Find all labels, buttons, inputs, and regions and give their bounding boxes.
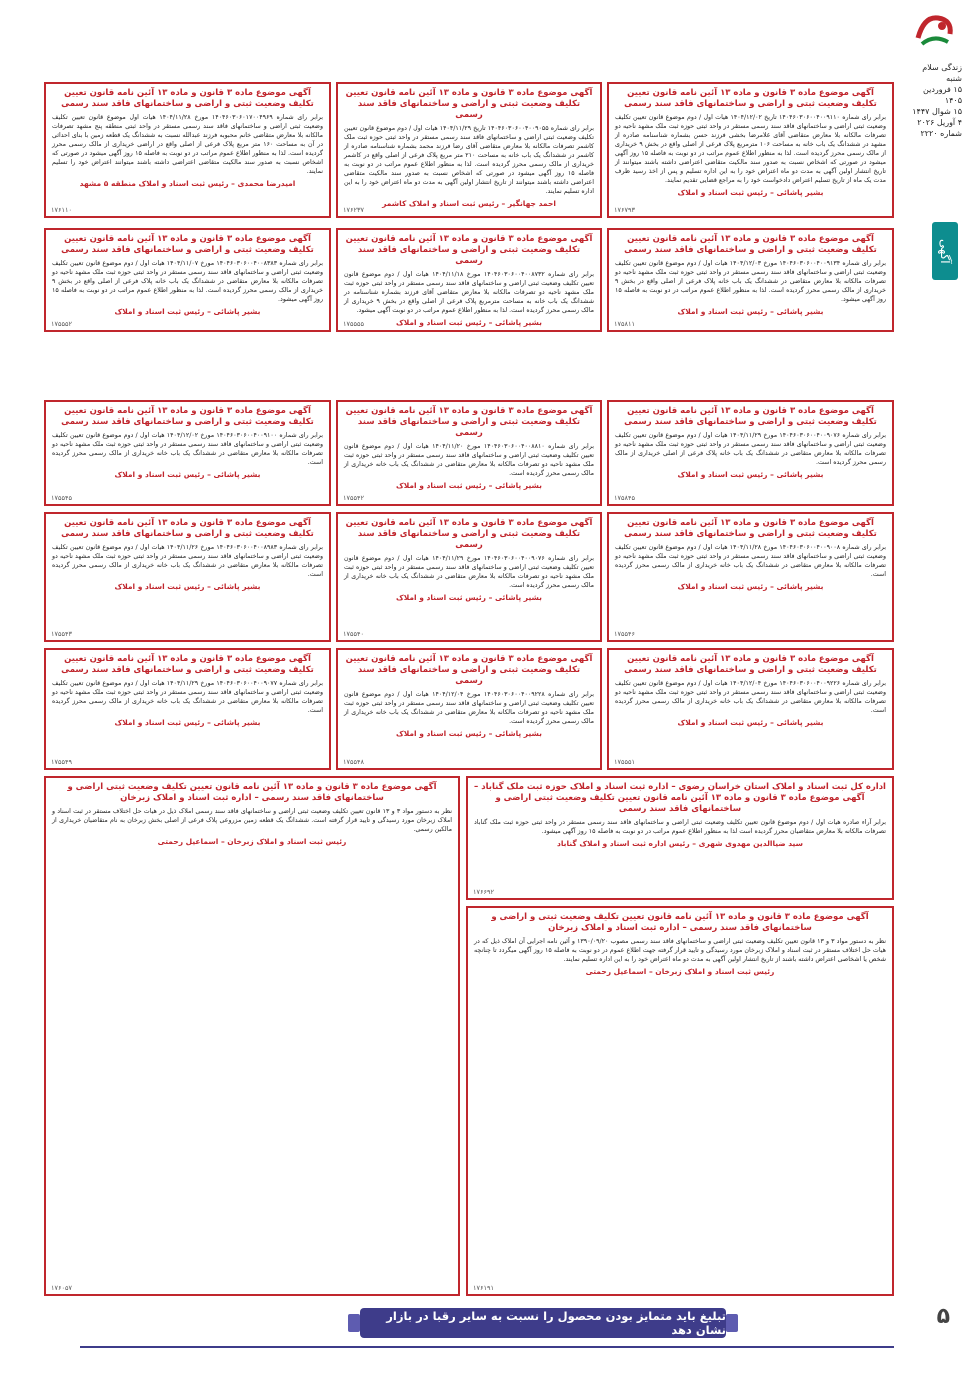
advertising-slogan-banner: تبلیغ باید متمایز بودن محصول را نسبت به سایر رقبا در بازار نشان دهد [360,1308,726,1338]
ad-title: آگهی موضوع ماده ۳ قانون و ماده ۱۳ آئین نامه قانون تعیین تکلیف وضعیت ثبتی و اراضی و ساختمانهای فاقد سند رسمی [624,234,877,255]
banner-decoration [726,1314,738,1332]
ad-signature: بشیر پاشائی – رئیس ثبت اسناد و املاک [677,718,824,727]
ad-signature: امیدرضا محمدی – رئیس ثبت اسناد و املاک منطقه ۵ مشهد [79,179,296,188]
ad-signature: بشیر پاشائی – رئیس ثبت اسناد و املاک [677,307,824,316]
ad-title: آگهی موضوع ماده ۳ قانون و ماده ۱۳ آئین نامه قانون تعیین تکلیف وضعیت ثبتی و اراضی و ساختمانهای فاقد سند رسمی [624,88,877,109]
ad-title: آگهی موضوع ماده ۳ قانون و ماده ۱۳ آئین نامه قانون تعیین تکلیف وضعیت ثبتی و اراضی و ساختمانهای فاقد سند رسمی [61,234,314,255]
ad-title: آگهی موضوع ماده ۳ قانون و ماده ۱۳ آئین نامه قانون تعیین تکلیف وضعیت ثبتی و اراضی و ساختمانهای فاقد سند رسمی [61,518,314,539]
ad-box [336,648,602,770]
ad-body: برابر رای شماره ۱۴۰۴۶۰۳۰۶۰۰۴۰۰۹۱۰۰ مورخ ۱۴۰۴/۱۲/۰۲ هیات اول / دوم موضوع قانون تعیین تکلیف وضعیت ثبتی اراضی و ساختمانهای فاقد سند رسمی مستقر در واحد ثبتی حوزه ثبت ملک مشهد ناحیه دو تصرفات مالکانه بلا معارض متقاضی در ششدانگ یک باب خانه خریداری از مالک رسمی محرز گردیده است. [52,432,323,466]
ad-code: ۱۷۶۶۹۲ [473,888,494,896]
masthead-line: زندگی سلام [922,63,962,72]
ad-title: آگهی موضوع ماده ۳ قانون و ماده ۱۳ آئین نامه قانون تعیین تکلیف وضعیت ثبتی و اراضی و ساختمانهای فاقد سند رسمی [345,88,593,120]
ad-box [44,776,460,1296]
ad-code: ۱۷۵۵۵۱ [614,758,635,766]
ad-code: ۱۷۶۱۹۱ [473,1284,494,1292]
ad-signature: بشیر پاشائی – رئیس ثبت اسناد و املاک [396,481,542,490]
ad-title: آگهی موضوع ماده ۳ قانون و ماده ۱۳ آئین نامه قانون تعیین تکلیف وضعیت ثبتی و اراضی و ساختمانهای فاقد سند رسمی [624,518,877,539]
ad-title: آگهی موضوع ماده ۳ قانون و ماده ۱۳ آئین نامه قانون تعیین تکلیف وضعیت ثبتی و اراضی و ساختمانهای فاقد سند رسمی [624,654,877,675]
ad-title: آگهی موضوع ماده ۳ قانون و ماده ۱۳ آئین نامه قانون تعیین تکلیف وضعیت ثبتی و اراضی و ساختمانهای فاقد سند رسمی [61,406,314,427]
masthead-line: ۱۵ فروردین ۱۴۰۵ [923,85,962,105]
newspaper-logo-icon [912,8,958,54]
ad-body: برابر رای شماره ۱۴۰۴۶۰۳۰۶۰۰۴۰۰۹۱۱۰ تاریخ ۱۴۰۴/۱۲/۰۲ هیات اول / دوم موضوع قانون تعیین تکلیف وضعیت ثبتی اراضی و ساختمانهای فاقد سند رسمی مستقر در واحد ثبتی حوزه ثبت ملک مشهد ناحیه دو تصرفات مالکانه بلا معارض متقاضی آقای غلامرضا بخشی فرزند حسن بشماره شناسنامه صادره از مشهد در ششدانگ یک باب خانه به مساحت ۱۰۶ مترمربع پلاک فرعی از اصلی واقع در بخش ۹ خریداری از مالک رسمی محرز گردیده است. لذا به منظور اطلاع عموم مراتب در دو نوبت به فاصله ۱۵ روز آگهی میشود در صورتی که اشخاص نسبت به صدور سند مالکیت متقاضی اعتراضی داشته باشند میتوانند از تاریخ انتشار اولین آگهی به مدت دو ماه اعتراض خود را به این اداره تسلیم و پس از اخذ رسید ظرف مدت یک ماه از تاریخ تسلیم اعتراض دادخواست خود را به مراجع قضایی تقدیم نمایند. [615,114,886,184]
ad-code: ۱۷۵۵۴۲ [343,494,364,502]
ad-box [607,648,894,770]
ad-body: برابر رای شماره ۱۴۰۴۶۰۳۰۶۰۰۴۰۰۹۰۰۸ مورخ ۱۴۰۴/۱۱/۲۸ هیات اول / دوم موضوع قانون تعیین تکلیف وضعیت ثبتی اراضی و ساختمانهای فاقد سند رسمی مستقر در واحد ثبتی حوزه ثبت ملک مشهد ناحیه دو تصرفات مالکانه بلا معارض متقاضی در ششدانگ یک باب خانه خریداری از مالک رسمی محرز گردیده است. [615,544,886,578]
ad-body: برابر رای شماره ۱۴۰۴۶۰۳۰۶۰۰۴۰۰۹۰۷۷ مورخ ۱۴۰۴/۱۱/۲۹ هیات اول / دوم موضوع قانون تعیین تکلیف وضعیت ثبتی اراضی و ساختمانهای فاقد سند رسمی مستقر در واحد ثبتی حوزه ثبت ملک مشهد ناحیه دو تصرفات مالکانه بلا معارض متقاضی در ششدانگ یک باب خانه خریداری از مالک رسمی محرز گردیده است. [52,680,323,714]
bottom-divider [80,1346,894,1348]
ad-code: ۱۷۶۷۹۳ [614,206,635,214]
ad-box [44,648,331,770]
ad-box [607,228,894,332]
ad-signature: بشیر پاشائی – رئیس ثبت اسناد و املاک [677,582,824,591]
ad-code: ۱۷۶۲۳۷ [343,206,364,214]
ad-box [607,512,894,642]
ad-signature: بشیر پاشائی – رئیس ثبت اسناد و املاک [396,593,542,602]
ad-code: ۱۷۵۵۴۹ [51,758,72,766]
ad-body: برابر رای شماره ۱۴۰۴۶۰۳۰۶۰۰۴۰۰۹۰۷۶ مورخ ۱۴۰۴/۱۱/۲۹ هیات اول / دوم موضوع قانون تعیین تکلیف وضعیت ثبتی اراضی و ساختمانهای فاقد سند رسمی مستقر در واحد ثبتی حوزه ثبت ملک مشهد ناحیه دو تصرفات مالکانه بلا معارض متقاضی در ششدانگ یک باب خانه پلاک فرعی از اصلی خریداری از مالک رسمی محرز گردیده است. [615,432,886,466]
ad-body: برابر رای شماره ۱۴۰۴۶۰۳۰۶۰۰۴۰۰۹۰۷۶ مورخ ۱۴۰۴/۱۱/۲۹ هیات اول / دوم موضوع قانون تعیین تکلیف وضعیت ثبتی اراضی و ساختمانهای فاقد سند رسمی مستقر در واحد ثبتی حوزه ثبت ملک مشهد ناحیه دو تصرفات مالکانه بلا معارض متقاضی در ششدانگ یک باب خانه خریداری از مالک رسمی محرز گردیده است. [344,555,594,589]
ad-body: برابر رای شماره ۱۴۰۴۶۰۳۰۶۰۰۴۰۰۹۰۵۵ تاریخ ۱۴۰۴/۱۱/۲۹ هیات اول / دوم موضوع قانون تعیین تکلیف وضعیت ثبتی اراضی و ساختمانهای فاقد سند رسمی مستقر در واحد ثبتی حوزه ثبت ملک کاشمر تصرفات مالکانه بلا معارض متقاضی آقای رضا فرزند محمد بشماره شناسنامه صادره از کاشمر در ششدانگ یک باب خانه به مساحت ۲۱۰ متر مربع پلاک فرعی از اصلی واقع در کاشمر خریداری از مالک رسمی محرز گردیده است. لذا به منظور اطلاع عموم مراتب در دو نوبت به فاصله ۱۵ روز آگهی میشود در صورتی که اشخاص نسبت به صدور سند مالکیت متقاضی اعتراضی داشته باشند میتوانند از تاریخ انتشار اولین آگهی به مدت دو ماه اعتراض خود را به این اداره تسلیم نمایند. [344,125,594,195]
ad-code: ۱۷۵۵۵۲ [51,320,72,328]
masthead-line: شنبه [946,74,962,83]
masthead-line: ۴ آوریل ۲۰۲۶ [917,118,962,127]
ad-body: برابر رای شماره ۱۴۰۴۶۰۳۰۶۰۰۴۰۰۸۳۸۳ مورخ ۱۴۰۴/۱۱/۰۷ هیات اول / دوم موضوع قانون تعیین تکلیف وضعیت ثبتی اراضی و ساختمانهای فاقد سند رسمی مستقر در واحد ثبتی حوزه ثبت ملک مشهد ناحیه دو تصرفات مالکانه بلا معارض متقاضی در ششدانگ یک باب خانه پلاک فرعی از اصلی واقع در بخش ۹ خریداری از مالک رسمی محرز گردیده است. لذا به منظور اطلاع عموم مراتب در دو نوبت به فاصله ۱۵ روز آگهی میشود. [52,260,323,303]
ad-signature: بشیر پاشائی – رئیس ثبت اسناد و املاک [396,318,542,327]
ad-body: نظر به دستور مواد ۳ و ۱۳ قانون تعیین تکلیف وضعیت ثبتی اراضی و ساختمانهای فاقد سند رسمی مصوب ۱۳۹۰/۰۹/۲۰ و آئین نامه اجرایی آن املاک ذیل که در هیات حل اختلاف مستقر در ثبت اسناد و املاک زبرخان مورد رسیدگی و تایید قرار گرفته جهت اطلاع عموم در دو نوبت به فاصله ۱۵ روز آگهی میگردد تا چنانچه شخص یا اشخاصی اعتراض داشته باشند از تاریخ انتشار اولین آگهی به مدت دو ماه اعتراض خود را به این اداره تسلیم نمایند. [474,938,887,963]
ad-title: آگهی موضوع ماده ۳ قانون و ماده ۱۳ آئین نامه قانون تعیین تکلیف وضعیت ثبتی اراضی و ساختمانهای فاقد سند رسمی – اداره ثبت اسناد و املاک زبرخان [67,782,437,803]
ad-box [44,82,331,218]
ad-box [44,400,331,506]
ad-signature: بشیر پاشائی – رئیس ثبت اسناد و املاک [677,470,824,479]
ad-signature: بشیر پاشائی – رئیس ثبت اسناد و املاک [114,470,261,479]
ad-signature: سید ضیاالدین مهدوی شهری – رئیس اداره ثبت اسناد و املاک گناباد [557,839,803,848]
ad-box [336,228,602,332]
ad-code: ۱۷۵۵۴۰ [343,630,364,638]
ad-title: آگهی موضوع ماده ۳ قانون و ماده ۱۳ آئین نامه قانون تعیین تکلیف وضعیت ثبتی و اراضی و ساختمانهای فاقد سند رسمی [345,406,593,438]
ad-title: آگهی موضوع ماده ۳ قانون و ماده ۱۳ آئین نامه قانون تعیین تکلیف وضعیت ثبتی و اراضی و ساختمانهای فاقد سند رسمی [345,654,593,686]
ad-body: برابر رای شماره ۱۴۰۴۶۰۳۰۶۰۰۴۰۰۹۲۲۸ مورخ ۱۴۰۴/۱۲/۰۴ هیات اول / دوم موضوع قانون تعیین تکلیف وضعیت ثبتی اراضی و ساختمانهای فاقد سند رسمی مستقر در واحد ثبتی حوزه ثبت ملک مشهد ناحیه دو تصرفات مالکانه بلا معارض متقاضی در ششدانگ یک باب خانه خریداری از مالک رسمی محرز گردیده است. [344,691,594,725]
ad-body: برابر رای شماره ۱۴۰۴۶۰۳۰۶۰۰۴۰۰۸۷۳۲ مورخ ۱۴۰۴/۱۱/۱۸ هیات اول / دوم موضوع قانون تعیین تکلیف وضعیت ثبتی اراضی و ساختمانهای فاقد سند رسمی مستقر در واحد ثبتی حوزه ثبت ملک مشهد ناحیه دو تصرفات مالکانه بلا معارض متقاضی آقای فرزند بشماره شناسنامه در ششدانگ یک باب خانه به مساحت مترمربع پلاک فرعی از اصلی واقع در بخش ۹ خریداری از مالک رسمی محرز گردیده است. لذا به منظور اطلاع عموم مراتب در دو نوبت آگهی میشود. [344,271,594,314]
masthead-line: شماره ۲۲۲۰ [920,129,962,138]
ad-signature: بشیر پاشائی – رئیس ثبت اسناد و املاک [396,729,542,738]
ad-body: برابر رای شماره ۱۴۰۴۶۰۳۰۶۰۰۴۰۰۹۲۲۶ مورخ ۱۴۰۴/۱۲/۰۴ هیات اول / دوم موضوع قانون تعیین تکلیف وضعیت ثبتی اراضی و ساختمانهای فاقد سند رسمی مستقر در واحد ثبتی حوزه ثبت ملک مشهد ناحیه دو تصرفات مالکانه بلا معارض متقاضی در ششدانگ یک باب خانه خریداری از مالک رسمی محرز گردیده است. [615,680,886,714]
masthead-info [908,62,962,139]
ad-title: اداره کل ثبت اسناد و املاک استان خراسان رضوی – اداره ثبت اسناد و املاک حوزه ثبت ملک گناباد – آگهی موضوع ماده ۳ قانون و ماده ۱۳ آئین نامه قانون تعیین تکلیف وضعیت ثبتی اراضی و ساختمانهای فاقد سند رسمی [474,782,886,814]
ad-box [336,512,602,642]
ad-code: ۱۷۵۸۱۱ [614,320,635,328]
ad-code: ۱۷۵۸۴۵ [614,494,635,502]
ad-body: برابر رای شماره ۱۴۰۴۶۰۳۰۶۰۱۷۰۰۴۹۶۹ مورخ ۱۴۰۴/۱۱/۲۸ هیات اول موضوع قانون تعیین تکلیف وضعیت ثبتی اراضی و ساختمانهای فاقد سند رسمی مستقر در واحد ثبتی منطقه پنج مشهد تصرفات مالکانه بلا معارض متقاضی خانم محبوبه فرزند عبدالله نسبت به ششدانگ یک قطعه زمین با بنای احداثی در آن به مساحت ۱۶۰ متر مربع پلاک فرعی از اصلی واقع در اراضی خریداری از مالک رسمی محرز گردیده است. لذا به منظور اطلاع عموم مراتب در دو نوبت به فاصله ۱۵ روز آگهی میشود در صورتی که اشخاص نسبت به صدور سند مالکیت متقاضی اعتراضی داشته باشند میتوانند اعتراض خود را تسلیم نمایند. [52,114,323,175]
ad-title: آگهی موضوع ماده ۳ قانون و ماده ۱۳ آئین نامه قانون تعیین تکلیف وضعیت ثبتی و اراضی و ساختمانهای فاقد سند رسمی [624,406,877,427]
ad-title: آگهی موضوع ماده ۳ قانون و ماده ۱۳ آئین نامه قانون تعیین تکلیف وضعیت ثبتی و اراضی و ساختمانهای فاقد سند رسمی [61,88,314,109]
ad-code: ۱۷۶۰۵۷ [51,1284,72,1292]
ad-box [44,228,331,332]
ad-box [607,400,894,506]
ad-title: آگهی موضوع ماده ۳ قانون و ماده ۱۳ آئین نامه قانون تعیین تکلیف وضعیت ثبتی و اراضی و ساختمانهای فاقد سند رسمی [61,654,314,675]
ad-code: ۱۷۶۱۱۰ [51,206,72,214]
ad-title: آگهی موضوع ماده ۳ قانون و ماده ۱۳ آئین نامه قانون تعیین تکلیف وضعیت ثبتی و اراضی و ساختمانهای فاقد سند رسمی – اداره ثبت اسناد و املاک زبرخان [491,912,869,933]
page-number: ۵ [936,1304,950,1329]
ad-signature: بشیر پاشائی – رئیس ثبت اسناد و املاک [114,718,261,727]
ad-box [466,906,894,1296]
ad-signature: بشیر پاشائی – رئیس ثبت اسناد و املاک [114,307,261,316]
ad-box [466,776,894,900]
banner-decoration [348,1314,360,1332]
ad-title: آگهی موضوع ماده ۳ قانون و ماده ۱۳ آئین نامه قانون تعیین تکلیف وضعیت ثبتی و اراضی و ساختمانهای فاقد سند رسمی [345,234,593,266]
ad-box [44,512,331,642]
masthead-line: ۱۵ شوال ۱۴۴۷ [912,107,962,116]
ad-signature: بشیر پاشائی – رئیس ثبت اسناد و املاک [677,188,824,197]
ad-body: نظر به دستور مواد ۳ و ۱۳ قانون تعیین تکلیف وضعیت ثبتی اراضی و ساختمانهای فاقد سند رسمی املاک ذیل در هیات حل اختلاف مستقر در ثبت اسناد و املاک زبرخان مورد رسیدگی و تایید قرار گرفته است. ششدانگ یک قطعه زمین مزروعی پلاک فرعی از اصلی بخش زبرخان به نام متقاضیان خریداری از مالکین رسمی. [52,808,452,833]
ad-body: برابر آراء صادره هیات اول / دوم موضوع قانون تعیین تکلیف وضعیت ثبتی اراضی و ساختمانهای فاقد سند رسمی مستقر در واحد ثبتی حوزه ثبت ملک گناباد تصرفات مالکانه بلا معارض متقاضیان محرز گردیده است لذا به منظور اطلاع عموم مراتب در دو نوبت به فاصله ۱۵ روز آگهی میشود. [474,819,886,835]
ad-signature: بشیر پاشائی – رئیس ثبت اسناد و املاک [114,582,261,591]
sidebar [904,0,966,1380]
ad-signature: احمد جهانگیر – رئیس ثبت اسناد و املاک کاشمر [382,199,556,208]
ad-box [336,82,602,218]
ad-body: برابر رای شماره ۱۴۰۴۶۰۳۰۶۰۰۴۰۰۸۹۸۳ مورخ ۱۴۰۴/۱۱/۲۶ هیات اول / دوم موضوع قانون تعیین تکلیف وضعیت ثبتی اراضی و ساختمانهای فاقد سند رسمی مستقر در واحد ثبتی حوزه ثبت ملک مشهد ناحیه دو تصرفات مالکانه بلا معارض متقاضی در ششدانگ یک باب خانه خریداری از مالک رسمی محرز گردیده است. [52,544,323,578]
section-tab-ads: آگهی [932,222,958,280]
ad-signature: رئیس ثبت اسناد و املاک زبرخان – اسماعیل رحمتی [585,967,775,976]
ad-code: ۱۷۵۵۴۳ [51,630,72,638]
ad-code: ۱۷۵۵۴۵ [51,494,72,502]
ad-box [607,82,894,218]
ad-body: برابر رای شماره ۱۴۰۴۶۰۳۰۶۰۰۴۰۰۹۱۳۴ مورخ ۱۴۰۴/۱۲/۰۳ هیات اول / دوم موضوع قانون تعیین تکلیف وضعیت ثبتی اراضی و ساختمانهای فاقد سند رسمی مستقر در واحد ثبتی حوزه ثبت ملک مشهد ناحیه دو تصرفات مالکانه بلا معارض متقاضی در ششدانگ یک باب خانه پلاک فرعی از اصلی واقع در بخش ۹ خریداری از مالک رسمی محرز گردیده است. لذا به منظور اطلاع عموم مراتب در دو نوبت به فاصله ۱۵ روز آگهی میشود. [615,260,886,303]
ad-code: ۱۷۵۵۵۵ [343,320,364,328]
ad-box [336,400,602,506]
ad-code: ۱۷۵۵۴۶ [614,630,635,638]
ad-code: ۱۷۵۵۴۸ [343,758,364,766]
ad-signature: رئیس ثبت اسناد و املاک زبرخان – اسماعیل رحمتی [157,837,347,846]
ad-body: برابر رای شماره ۱۴۰۴۶۰۳۰۶۰۰۴۰۰۸۸۱۰ مورخ ۱۴۰۴/۱۱/۲۰ هیات اول / دوم موضوع قانون تعیین تکلیف وضعیت ثبتی اراضی و ساختمانهای فاقد سند رسمی مستقر در واحد ثبتی حوزه ثبت ملک مشهد ناحیه دو تصرفات مالکانه بلا معارض متقاضی در ششدانگ یک باب خانه خریداری از مالک رسمی محرز گردیده است. [344,443,594,477]
ad-title: آگهی موضوع ماده ۳ قانون و ماده ۱۳ آئین نامه قانون تعیین تکلیف وضعیت ثبتی و اراضی و ساختمانهای فاقد سند رسمی [345,518,593,550]
